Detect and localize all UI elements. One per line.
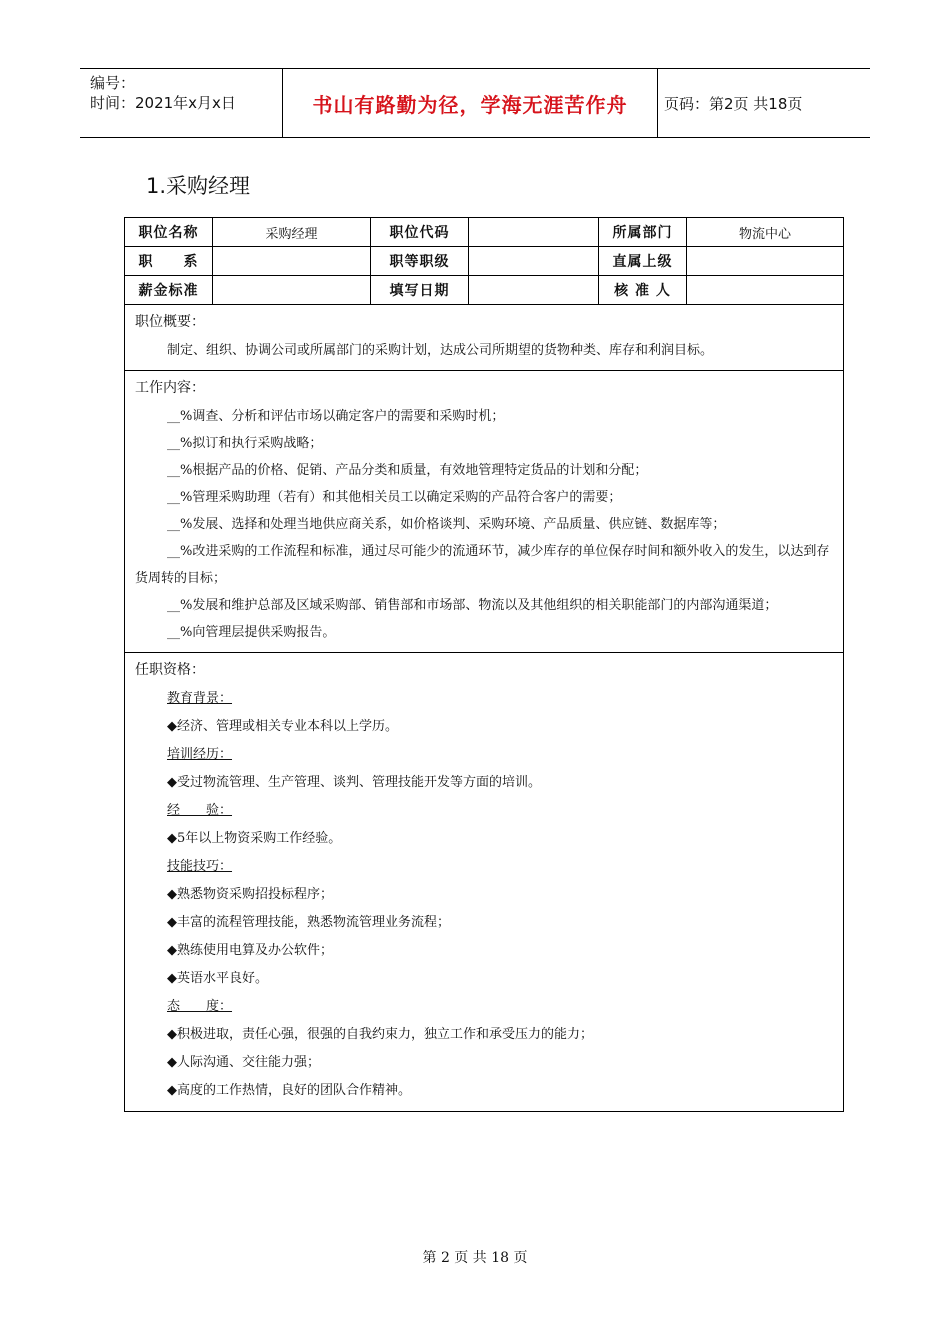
qualification-item: ◆人际沟通、交往能力强； <box>167 1055 320 1070</box>
qualification-heading: 培训经历： <box>167 747 233 762</box>
field-label: 职位代码 <box>371 218 469 246</box>
field-label: 直属上级 <box>599 247 687 275</box>
qualification-item: ◆熟练使用电算及办公软件； <box>167 943 333 958</box>
duty-item: __%发展、选择和处理当地供应商关系，如价格谈判、采购环境、产品质量、供应链、数据库等； <box>167 517 726 532</box>
field-value <box>469 276 599 304</box>
field-label: 职 系 <box>125 247 213 275</box>
header-meta <box>90 73 280 113</box>
overview-title: 职位概要： <box>135 314 205 330</box>
info-row <box>125 218 843 247</box>
document-date: 时间：2021年x月x日 <box>90 94 236 112</box>
page-footer: 第 2 页 共 18 页 <box>422 1250 528 1266</box>
section-title: 1.采购经理 <box>146 174 251 198</box>
overview-block <box>125 305 843 371</box>
qualification-item: ◆高度的工作热情，良好的团队合作精神。 <box>167 1083 411 1098</box>
qualification-heading: 技能技巧： <box>167 859 233 874</box>
qualification-item: ◆5年以上物资采购工作经验。 <box>167 831 342 846</box>
info-row <box>125 276 843 305</box>
qualifications-title: 任职资格： <box>135 662 205 678</box>
field-label: 核 准 人 <box>599 276 687 304</box>
job-description-table <box>124 217 844 1112</box>
qualification-heading: 教育背景： <box>167 691 233 706</box>
field-value <box>213 276 371 304</box>
qualification-item: ◆丰富的流程管理技能，熟悉物流管理业务流程； <box>167 915 450 930</box>
duties-block <box>125 371 843 653</box>
field-value: 采购经理 <box>213 218 371 246</box>
duty-item: __%向管理层提供采购报告。 <box>167 625 336 640</box>
document-number-label: 编号： <box>90 74 136 92</box>
qualifications-block <box>125 653 843 1111</box>
qualification-item: ◆积极进取，责任心强，很强的自我约束力，独立工作和承受压力的能力； <box>167 1027 593 1042</box>
qualification-item: ◆熟悉物资采购招投标程序； <box>167 887 333 902</box>
duty-item: __%发展和维护总部及区域采购部、销售部和市场部、物流以及其他组织的相关职能部门的内部沟通渠道； <box>167 598 778 613</box>
field-label: 职位名称 <box>125 218 213 246</box>
field-value <box>687 276 843 304</box>
field-value <box>213 247 371 275</box>
qualification-item: ◆英语水平良好。 <box>167 971 268 986</box>
duties-list <box>135 403 833 646</box>
duty-item: __%根据产品的价格、促销、产品分类和质量，有效地管理特定货品的计划和分配； <box>167 463 648 478</box>
header-page-info: 页码：第2页 共18页 <box>664 94 803 113</box>
field-label: 填写日期 <box>371 276 469 304</box>
duty-item: __%改进采购的工作流程和标准，通过尽可能少的流通环节，减少库存的单位保存时间和额外收入的发生，以达到存货周转的目标； <box>135 544 830 586</box>
field-value <box>469 218 599 246</box>
qualification-item: ◆经济、管理或相关专业本科以上学历。 <box>167 719 398 734</box>
field-label: 所属部门 <box>599 218 687 246</box>
header-motto: 书山有路勤为径，学海无涯苦作舟 <box>282 69 658 137</box>
field-label: 职等职级 <box>371 247 469 275</box>
info-grid <box>125 218 843 305</box>
duties-title: 工作内容： <box>135 380 205 396</box>
page-header <box>80 68 870 138</box>
qualifications-list <box>135 685 833 1105</box>
info-row <box>125 247 843 276</box>
duty-item: __%管理采购助理（若有）和其他相关员工以确定采购的产品符合客户的需要； <box>167 490 622 505</box>
field-value: 物流中心 <box>738 226 791 242</box>
field-value <box>687 247 843 275</box>
qualification-heading: 经 验： <box>167 803 233 818</box>
duty-item: __%调查、分析和评估市场以确定客户的需要和采购时机； <box>167 409 505 424</box>
field-value <box>469 247 599 275</box>
overview-text: 制定、组织、协调公司或所属部门的采购计划，达成公司所期望的货物种类、库存和利润目标。 <box>167 343 714 358</box>
duty-item: __%拟订和执行采购战略； <box>167 436 323 451</box>
field-label: 薪金标准 <box>125 276 213 304</box>
qualification-heading: 态 度： <box>167 999 233 1014</box>
qualification-item: ◆受过物流管理、生产管理、谈判、管理技能开发等方面的培训。 <box>167 775 541 790</box>
